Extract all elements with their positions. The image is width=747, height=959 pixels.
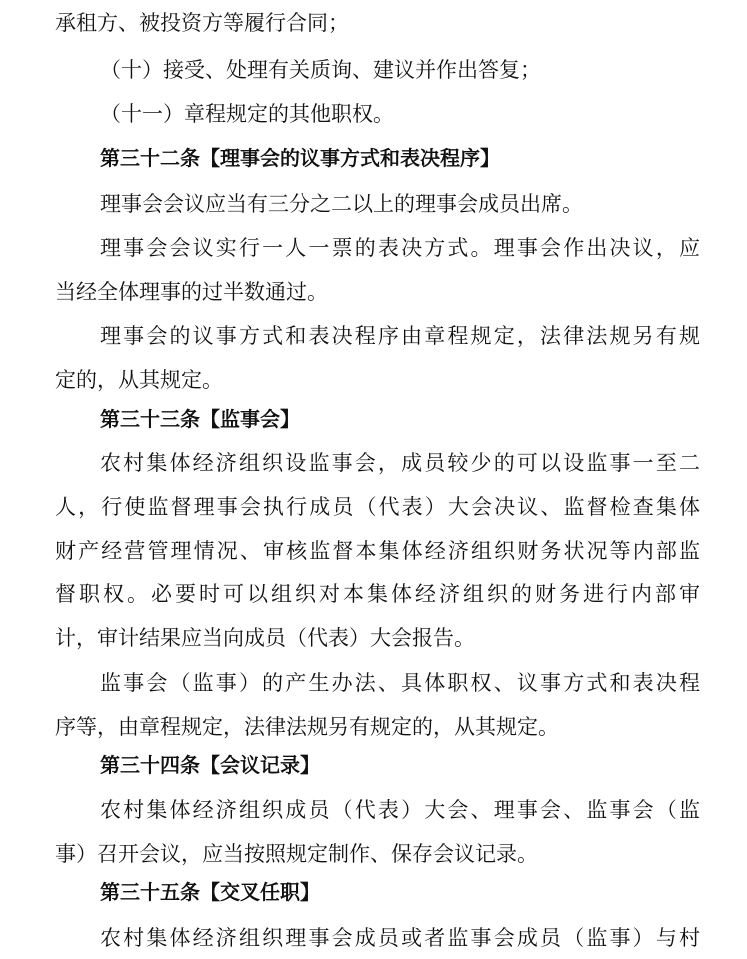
paragraph-line: 承租方、被投资方等履行合同； — [55, 11, 349, 35]
paragraph-line: 人，行使监督理事会执行成员（代表）大会决议、监督检查集体 — [55, 495, 700, 519]
paragraph-line: 农村集体经济组织设监事会，成员较少的可以设监事一至二 — [100, 451, 700, 475]
article-heading: 第三十三条【监事会】 — [100, 407, 300, 431]
paragraph-line: 监事会（监事）的产生办法、具体职权、议事方式和表决程 — [100, 671, 700, 695]
paragraph-line: 序等，由章程规定，法律法规另有规定的，从其规定。 — [55, 715, 559, 739]
list-item: （十一）章程规定的其他职权。 — [100, 102, 394, 126]
paragraph-line: 计，审计结果应当向成员（代表）大会报告。 — [55, 626, 475, 650]
paragraph-line: 农村集体经济组织成员（代表）大会、理事会、监事会（监 — [100, 798, 700, 822]
paragraph-line: 定的，从其规定。 — [55, 368, 223, 392]
paragraph-line: 当经全体理事的过半数通过。 — [55, 280, 328, 304]
article-heading: 第三十二条【理事会的议事方式和表决程序】 — [100, 146, 500, 170]
list-item: （十）接受、处理有关质询、建议并作出答复； — [100, 58, 541, 82]
paragraph-line: 理事会会议实行一人一票的表决方式。理事会作出决议，应 — [100, 236, 700, 260]
paragraph-line: 理事会会议应当有三分之二以上的理事会成员出席。 — [100, 192, 583, 216]
paragraph-line: 督职权。必要时可以组织对本集体经济组织的财务进行内部审 — [55, 582, 700, 606]
paragraph-line: 事）召开会议，应当按照规定制作、保存会议记录。 — [55, 842, 538, 866]
paragraph-line: 财产经营管理情况、审核监督本集体经济组织财务状况等内部监 — [55, 539, 700, 563]
article-heading: 第三十四条【会议记录】 — [100, 753, 320, 777]
paragraph-line: 理事会的议事方式和表决程序由章程规定，法律法规另有规 — [100, 324, 700, 348]
article-heading: 第三十五条【交叉任职】 — [100, 880, 320, 904]
paragraph-line: 农村集体经济组织理事会成员或者监事会成员（监事）与村 — [100, 926, 700, 950]
